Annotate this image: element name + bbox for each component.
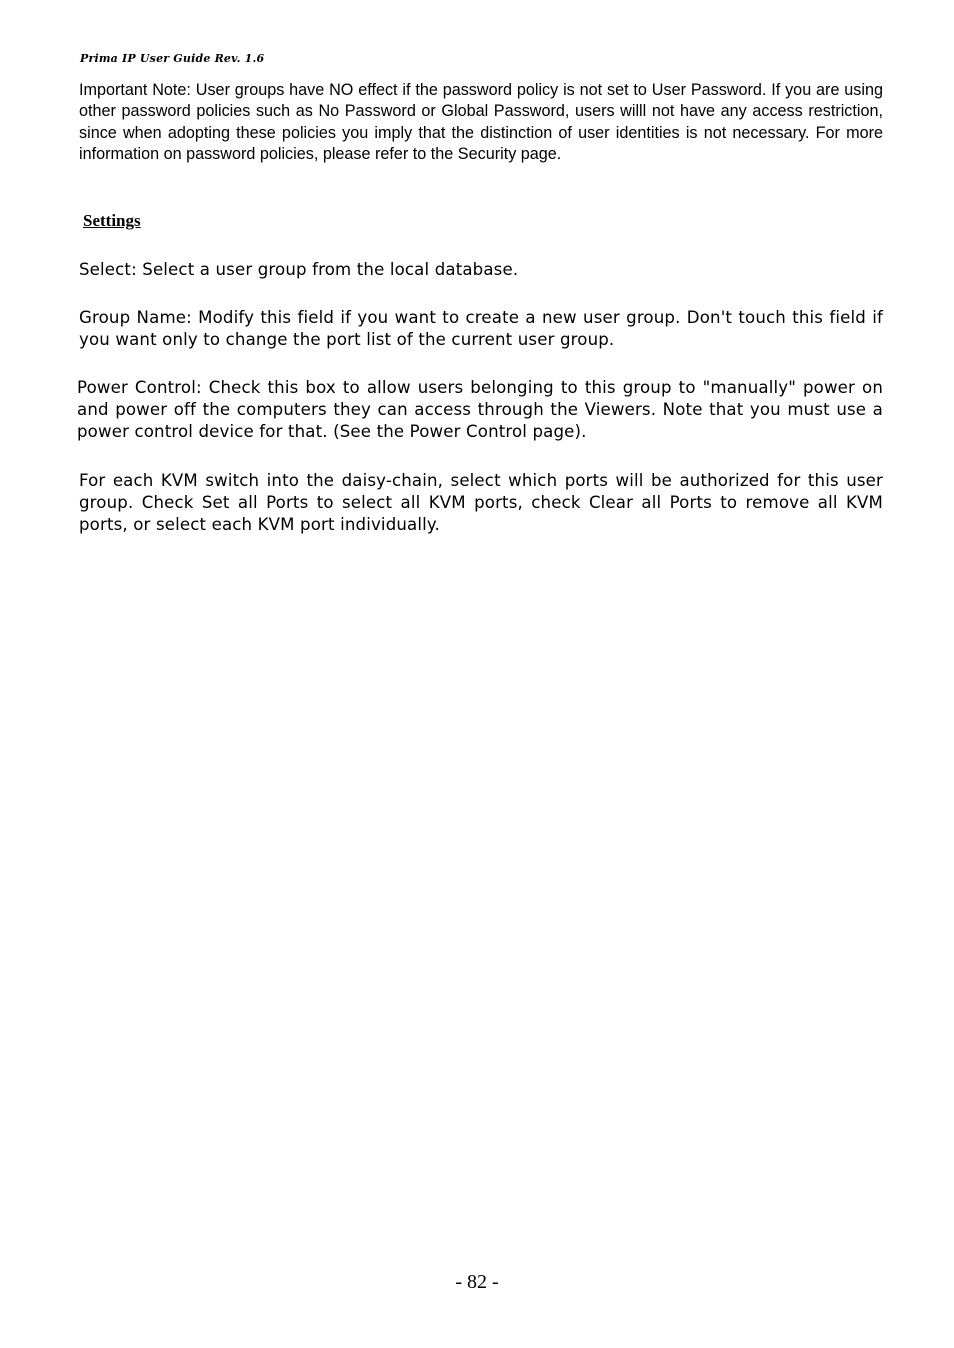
group-name-description: Group Name: Modify this field if you want to create a new user group. Don't touch this field if you want only to change the port list of the current user group. <box>79 308 883 349</box>
running-header: Prima IP User Guide Rev. 1.6 <box>80 52 265 65</box>
settings-heading: Settings <box>83 211 141 230</box>
power-control-description: Power Control: Check this box to allow users belonging to this group to "manually" power on and power off the computers they can access through the Viewers. Note that you must use a power control device for that. (See the Power Control page). <box>77 378 883 441</box>
important-note: Important Note: User groups have NO effect if the password policy is not set to User Password. If you are using other password policies such as No Password or Global Password, users willl not have any access restriction, since when adopting these policies you imply that the distinction of user identities is not necessary. For more information on password policies, please refer to the Security page. <box>79 81 883 163</box>
select-description: Select: Select a user group from the local database. <box>79 260 519 279</box>
kvm-ports-description: For each KVM switch into the daisy-chain, select which ports will be authorized for this user group. Check Set all Ports to select all KVM ports, check Clear all Ports to remove all KVM ports, or select each KVM port individually. <box>79 471 883 534</box>
page-number: - 82 - <box>455 1271 499 1293</box>
